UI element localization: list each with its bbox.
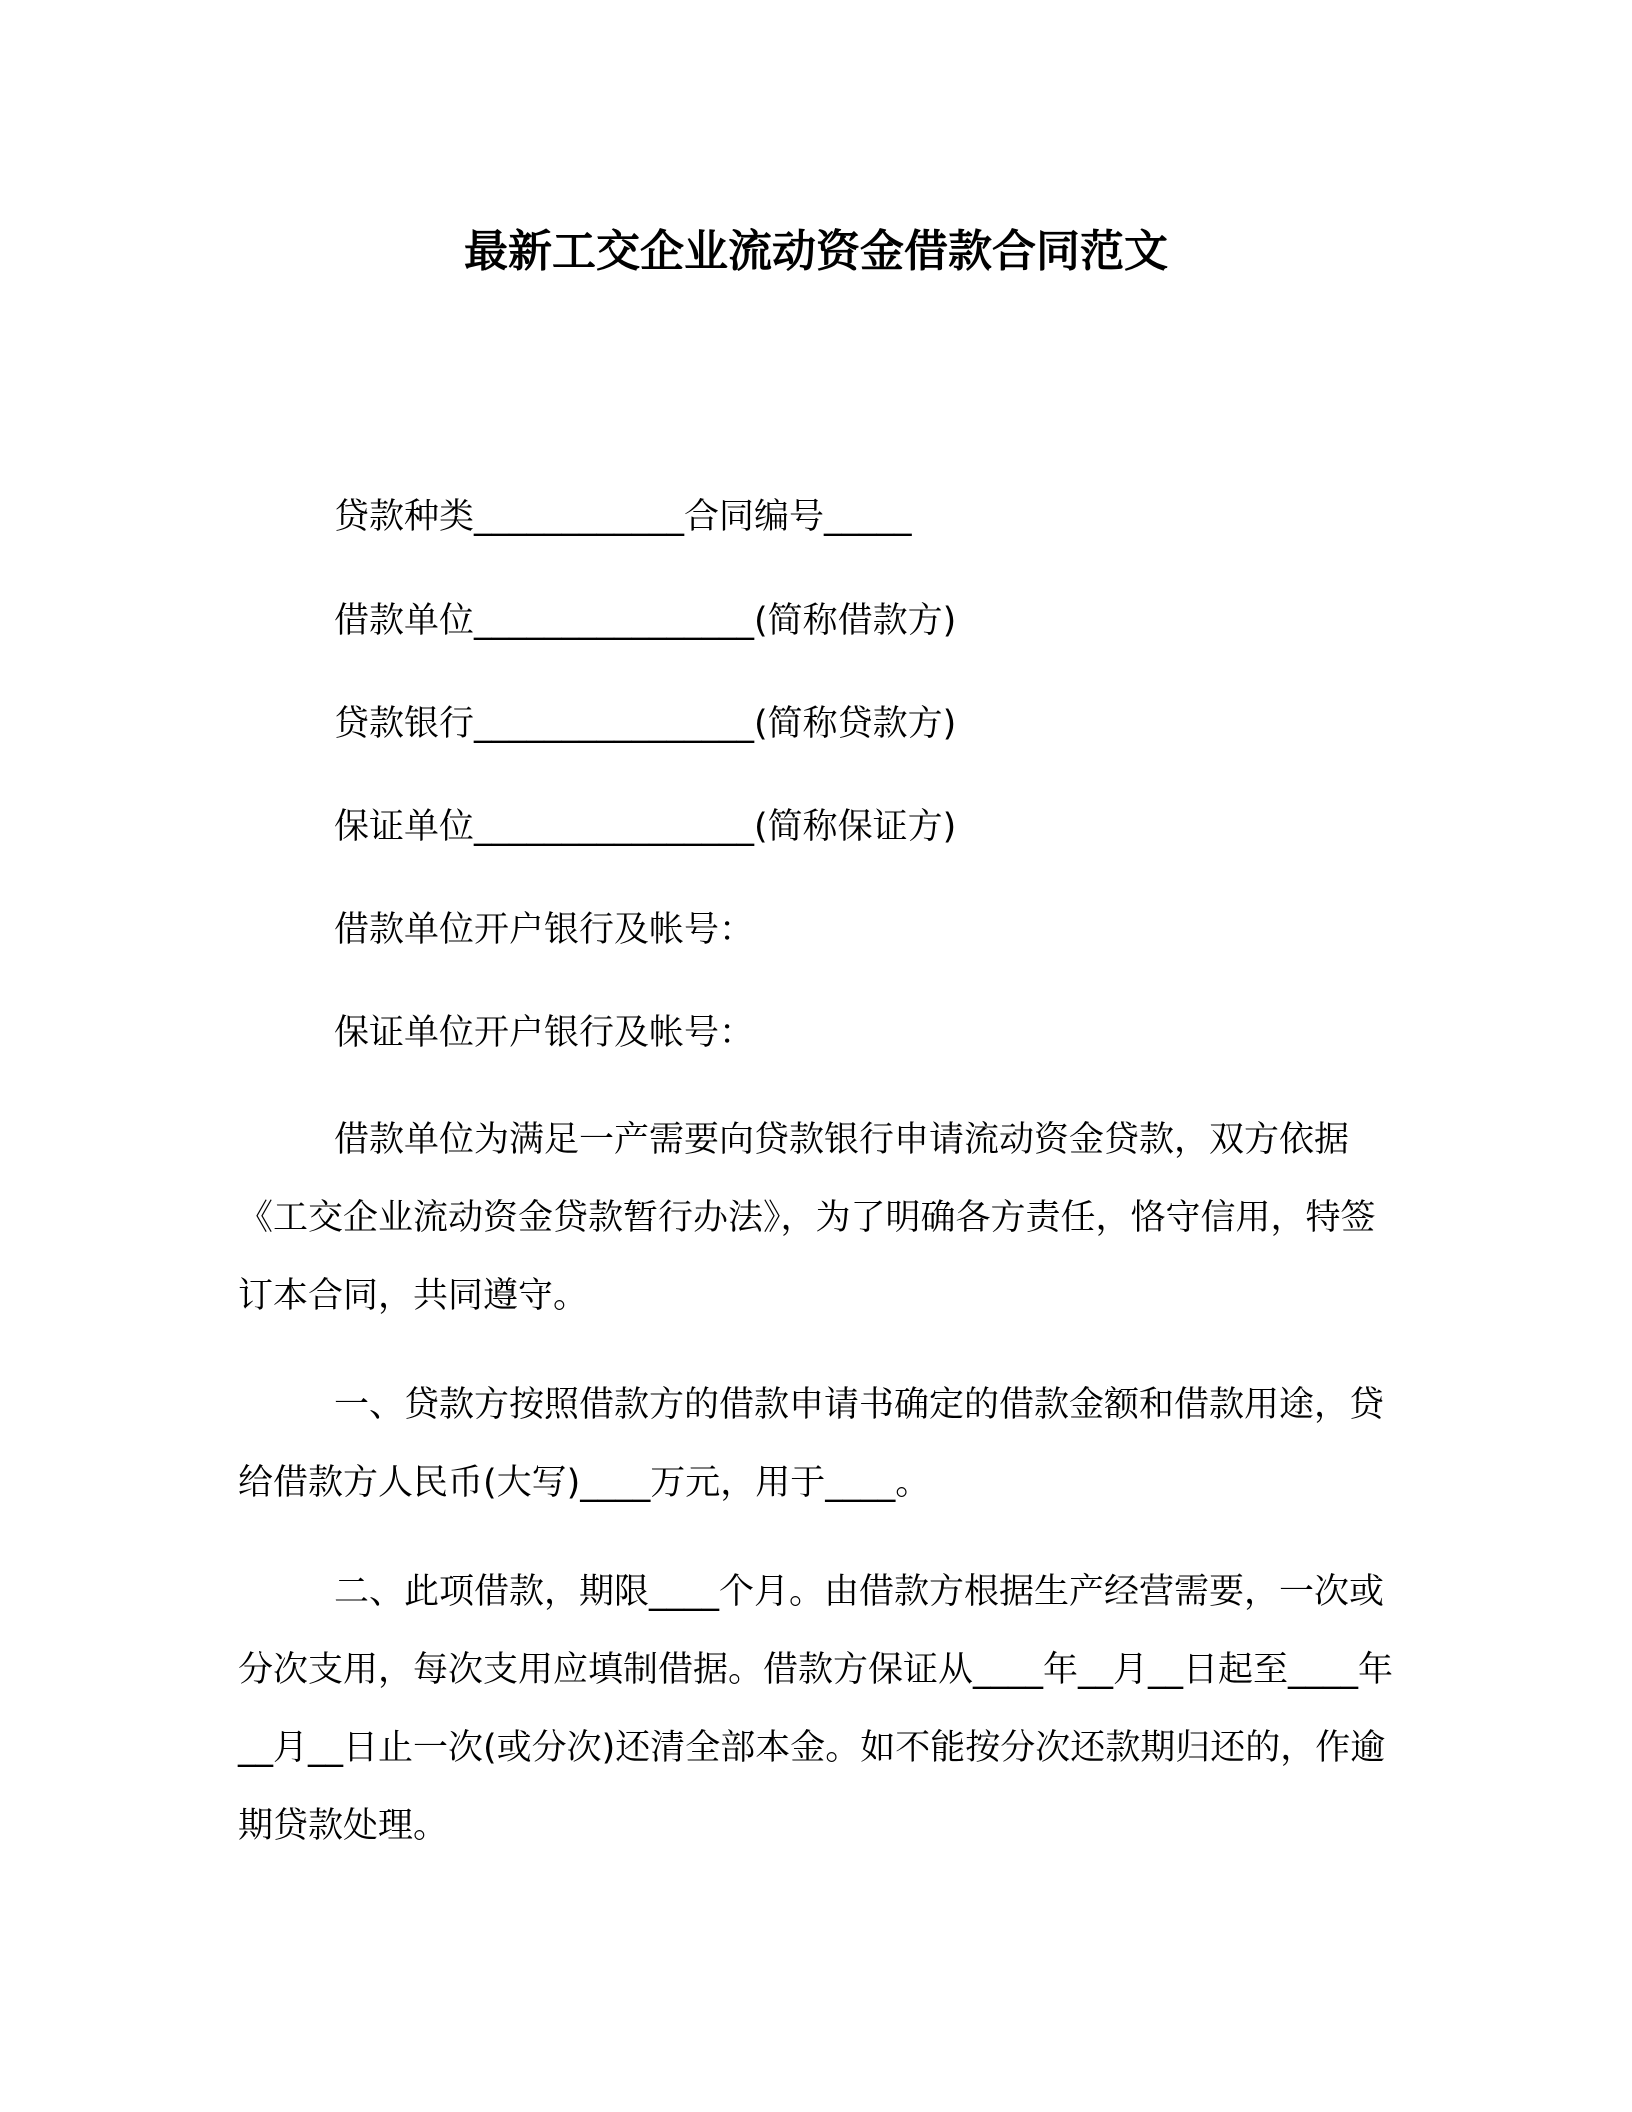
field-guarantor: 保证单位________________(简称保证方) bbox=[334, 807, 957, 847]
paragraph-clause-2: 二、此项借款，期限____个月。由借款方根据生产经营需要，一次或分次支用，每次支用应填制借据。借款方保证从____年__月__日起至____年__月__日止一次(或分次)还清全部本金。如不能按分次还款期归还的，作逾期贷款处理。 bbox=[238, 1572, 1394, 1846]
field-guarantor-account: 保证单位开户银行及帐号： bbox=[334, 1013, 755, 1053]
paragraph-preamble: 借款单位为满足一产需要向贷款银行申请流动资金贷款，双方依据《工交企业流动资金贷款暂行办法》，为了明确各方责任，恪守信用，特签订本合同，共同遵守。 bbox=[238, 1120, 1376, 1316]
document-title: 最新工交企业流动资金借款合同范文 bbox=[464, 226, 1168, 277]
paragraph-clause-1: 一、贷款方按照借款方的借款申请书确定的借款金额和借款用途，贷给借款方人民币(大写)____万元，用于____。 bbox=[238, 1385, 1385, 1503]
field-lender-bank: 贷款银行________________(简称贷款方) bbox=[334, 704, 957, 744]
field-borrower: 借款单位________________(简称借款方) bbox=[334, 601, 957, 641]
field-loan-type-contract-no: 贷款种类____________合同编号_____ bbox=[334, 497, 912, 537]
field-borrower-account: 借款单位开户银行及帐号： bbox=[334, 910, 755, 950]
